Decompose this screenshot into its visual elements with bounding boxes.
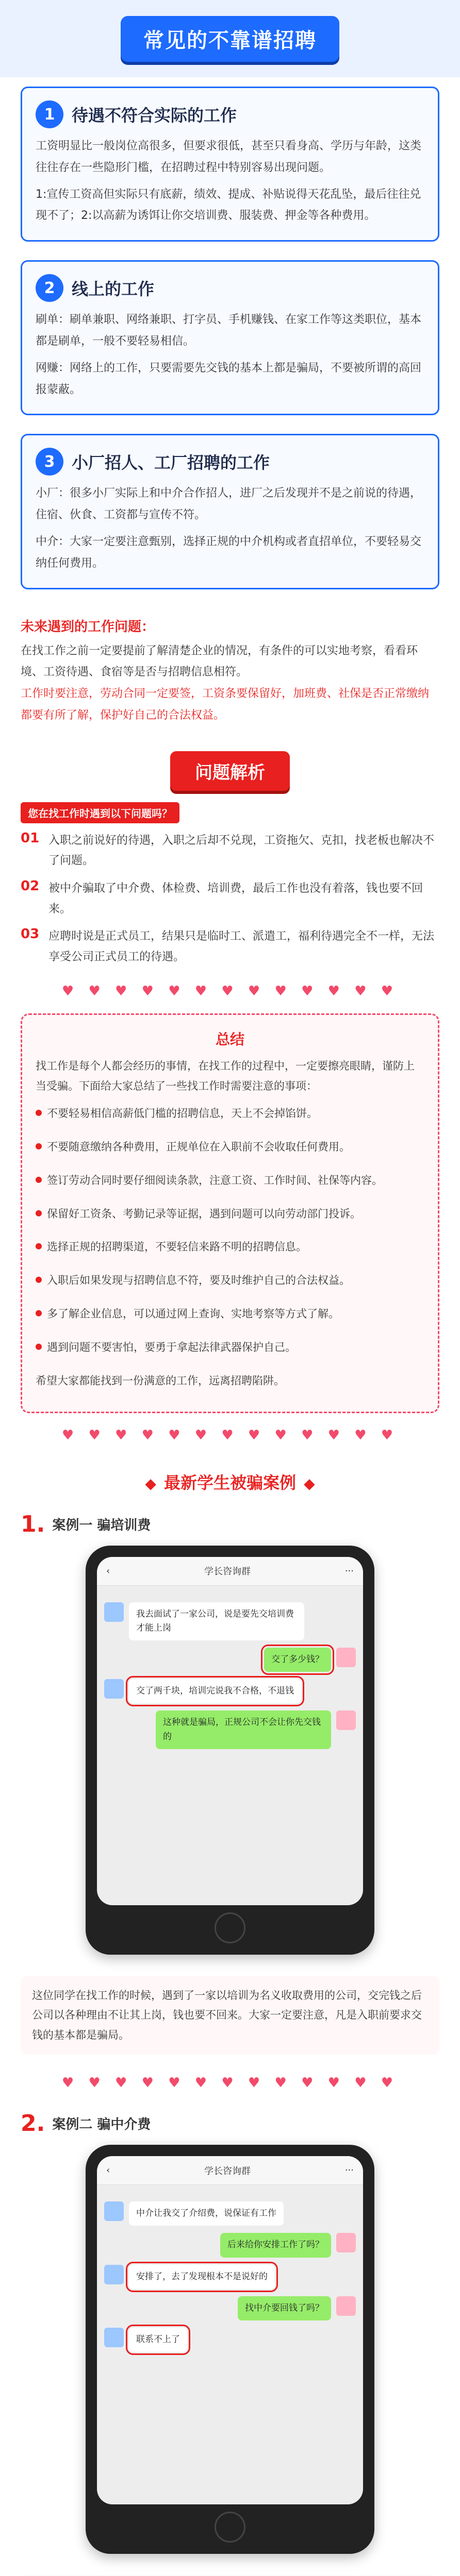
warning-section [0, 599, 460, 736]
section-paragraph: 刷单：刷单兼职、网络兼职、打字员、手机赚钱、在家工作等这类职位，基本都是刷单，一般不要轻易相信。 [36, 313, 422, 348]
warning-paragraph: 在找工作之前一定要提前了解清楚企业的情况，有条件的可以实地考察，看看环境、工资待遇、食宿等是否与招聘信息相符。 [21, 644, 418, 679]
summary-bullet-text: 保留好工资条、考勤记录等证据，遇到问题可以向劳动部门投诉。 [47, 1207, 361, 1220]
back-arrow-icon[interactable]: ‹ [106, 1565, 110, 1577]
section-title: 小厂招人、工厂招聘的工作 [72, 453, 270, 473]
section-paragraph: 网赚：网络上的工作，只要需要先交钱的基本上都是骗局，不要被所谓的高回报蒙蔽。 [36, 361, 422, 396]
chat-body [97, 2185, 363, 2504]
avatar [336, 2233, 356, 2252]
chat-bubble: 中介让我交了介绍费，说保证有工作 [129, 2201, 284, 2226]
bullet-dot-icon [36, 1277, 42, 1283]
chat-title: 学长咨询群 [204, 1566, 251, 1578]
avatar [336, 1648, 356, 1667]
summary-bullet [36, 1304, 424, 1331]
chat-message [104, 2233, 356, 2257]
chat-bubble: 联系不上了 [129, 2328, 187, 2352]
case-number: 1. [21, 1511, 45, 1537]
card-head [36, 448, 424, 476]
more-icon[interactable]: ··· [344, 2165, 354, 2176]
bullet-dot-icon [36, 1110, 42, 1116]
summary-title: 总结 [215, 1031, 244, 1048]
qa-item [21, 831, 439, 871]
summary-bullet [36, 1237, 424, 1264]
summary-bullet [36, 1337, 424, 1365]
more-icon[interactable]: ··· [344, 1565, 354, 1577]
chat-message [104, 1679, 356, 1703]
summary-bullet-text: 签订劳动合同时要仔细阅读条款，注意工资、工作时间、社保等内容。 [47, 1174, 383, 1187]
hearts-divider: ♥ ♥ ♥ ♥ ♥ ♥ ♥ ♥ ♥ ♥ ♥ ♥ ♥ [61, 984, 399, 999]
number-badge: 2 [36, 274, 63, 302]
warning-title: 未来遇到的工作问题： [21, 619, 155, 635]
bullet-dot-icon [36, 1344, 42, 1350]
home-button[interactable] [215, 2512, 245, 2543]
chat-bubble: 安排了，去了发现根本不是说好的 [129, 2265, 275, 2289]
chat-bubble: 我去面试了一家公司，说是要先交培训费才能上岗 [129, 1602, 304, 1640]
case-title: 案例一 骗培训费 [52, 1517, 151, 1533]
bullet-dot-icon [36, 1177, 42, 1183]
chat-bubble: 这种就是骗局，正规公司不会让你先交钱的 [156, 1710, 331, 1749]
chat-message [104, 2201, 356, 2226]
qa-number: 01 [21, 830, 40, 846]
case-block [0, 2100, 460, 2564]
section-paragraph: 中介：大家一定要注意甄别，选择正规的中介机构或者直招单位，不要轻易交纳任何费用。 [36, 535, 422, 570]
case-label [21, 1511, 439, 1537]
section-title: 线上的工作 [72, 279, 155, 299]
back-arrow-icon[interactable]: ‹ [106, 2165, 110, 2176]
chat-message [104, 1602, 356, 1640]
chat-message [104, 1710, 356, 1749]
avatar [104, 2265, 124, 2284]
qa-banner: 问题解析 [170, 751, 290, 791]
bullet-dot-icon [36, 1243, 42, 1249]
avatar [104, 2328, 124, 2347]
diamond-icon: ◆ [145, 1475, 156, 1492]
summary-bullet [36, 1171, 424, 1198]
qa-text: 应聘时说是正式员工，结果只是临时工、派遣工，福利待遇完全不一样，无法享受公司正式员工的待遇。 [48, 930, 435, 963]
summary-box [21, 1013, 439, 1413]
chat-topbar [97, 1557, 363, 1586]
section-card [21, 260, 439, 415]
chat-bubble: 找中介要回钱了吗？ [238, 2296, 331, 2320]
summary-bullet-text: 遇到问题不要害怕，要勇于拿起法律武器保护自己。 [47, 1341, 296, 1353]
case-title: 案例二 骗中介费 [52, 2117, 151, 2133]
card-head [36, 274, 424, 302]
chat-title: 学长咨询群 [204, 2165, 251, 2177]
section-2 [0, 251, 460, 425]
chat-body [97, 1586, 363, 1905]
section-paragraph: 小厂：很多小厂实际上和中介合作招人，进厂之后发现并不是之前说的待遇，住宿、伙食、工资都与宣传不符。 [36, 487, 422, 522]
hearts-divider: ♥ ♥ ♥ ♥ ♥ ♥ ♥ ♥ ♥ ♥ ♥ ♥ ♥ [61, 2075, 399, 2091]
top-banner [0, 0, 460, 77]
chat-bubble: 交了两千块，培训完说我不合格，不退钱 [129, 1679, 301, 1703]
bullet-dot-icon [36, 1310, 42, 1316]
chat-bubble: 后来给你安排工作了吗？ [220, 2233, 331, 2257]
phone-mockup [86, 1546, 374, 1955]
section-card [21, 434, 439, 589]
chat-topbar [97, 2156, 363, 2185]
chat-message [104, 2296, 356, 2320]
section-3 [0, 425, 460, 598]
summary-bullet [36, 1137, 424, 1164]
phone-screen [97, 1557, 363, 1905]
qa-text: 入职之前说好的待遇，入职之后却不兑现，工资拖欠、克扣，找老板也解决不了问题。 [48, 834, 435, 868]
summary-bullet-text: 选择正规的招聘渠道，不要轻信来路不明的招聘信息。 [47, 1241, 307, 1253]
summary-bullet [36, 1204, 424, 1231]
section-paragraph: 1:宣传工资高但实际只有底薪，绩效、提成、补贴说得天花乱坠，最后往往兑现不了；2:以高薪为诱饵让你交培训费、服装费、押金等各种费用。 [36, 188, 421, 223]
qa-number: 03 [21, 926, 40, 942]
cases-heading [0, 1452, 460, 1501]
section-title: 待遇不符合实际的工作 [72, 106, 237, 125]
summary-bullet [36, 1104, 424, 1131]
qa-text: 被中介骗取了中介费、体检费、培训费，最后工作也没有着落，钱也要不回来。 [48, 882, 423, 916]
chat-message [104, 1648, 356, 1672]
home-button[interactable] [215, 1912, 245, 1943]
case-number: 2. [21, 2110, 45, 2137]
qa-item [21, 878, 439, 919]
summary-bullet-text: 不要随意缴纳各种费用，正规单位在入职前不会收取任何费用。 [47, 1140, 350, 1153]
avatar [336, 2296, 356, 2316]
summary-bullet [36, 1270, 424, 1298]
chat-message [104, 2328, 356, 2352]
chat-message [104, 2265, 356, 2289]
case-description: 这位同学在找工作的时候，遇到了一家以培训为名义收取费用的公司，交完钱之后公司以各种理由不让其上岗，钱也要不回来。大家一定要注意，凡是入职前要求交钱的基本都是骗局。 [21, 1976, 439, 2055]
qa-block [21, 802, 439, 968]
avatar [336, 1710, 356, 1730]
summary-bullet-text: 不要轻易相信高薪低门槛的招聘信息，天上不会掉馅饼。 [47, 1107, 318, 1120]
qa-number: 02 [21, 878, 40, 894]
bullet-dot-icon [36, 1210, 42, 1216]
qa-label: 您在找工作时遇到以下问题吗？ [21, 802, 179, 823]
summary-intro: 找工作是每个人都会经历的事情，在找工作的过程中，一定要擦亮眼睛，谨防上当受骗。下面给大家总结了一些找工作时需要注意的事项： [36, 1060, 415, 1093]
summary-closing: 希望大家都能找到一份满意的工作，远离招聘陷阱。 [36, 1374, 285, 1387]
section-1 [0, 77, 460, 251]
case-label [21, 2110, 439, 2137]
avatar [104, 1679, 124, 1699]
number-badge: 1 [36, 100, 63, 128]
page-title: 常见的不靠谱招聘 [121, 16, 339, 62]
number-badge: 3 [36, 448, 63, 476]
chat-bubble: 交了多少钱？ [264, 1648, 331, 1672]
cases-heading-text: 最新学生被骗案例 [163, 1472, 296, 1493]
bullet-dot-icon [36, 1143, 42, 1149]
phone-screen [97, 2156, 363, 2504]
hearts-divider: ♥ ♥ ♥ ♥ ♥ ♥ ♥ ♥ ♥ ♥ ♥ ♥ ♥ [61, 1427, 399, 1443]
section-paragraph: 工资明显比一般岗位高很多，但要求很低，甚至只看身高、学历与年龄，这类往往存在一些隐形门槛，在招聘过程中特别容易出现问题。 [36, 140, 422, 174]
qa-item [21, 926, 439, 967]
qa-banner-wrap [0, 736, 460, 796]
avatar [104, 1602, 124, 1622]
avatar [104, 2201, 124, 2221]
warning-paragraph-red: 工作时要注意，劳动合同一定要签，工资条要保留好，加班费、社保是否正常缴纳都要有所了解，保护好自己的合法权益。 [21, 687, 430, 722]
phone-mockup [86, 2145, 374, 2554]
diamond-icon: ◆ [304, 1475, 315, 1492]
card-head [36, 100, 424, 128]
summary-bullet-text: 入职后如果发现与招聘信息不符，要及时维护自己的合法权益。 [47, 1274, 350, 1287]
case-block [0, 1501, 460, 1965]
summary-bullet-text: 多了解企业信息，可以通过网上查询、实地考察等方式了解。 [47, 1308, 339, 1320]
section-card [21, 87, 439, 242]
